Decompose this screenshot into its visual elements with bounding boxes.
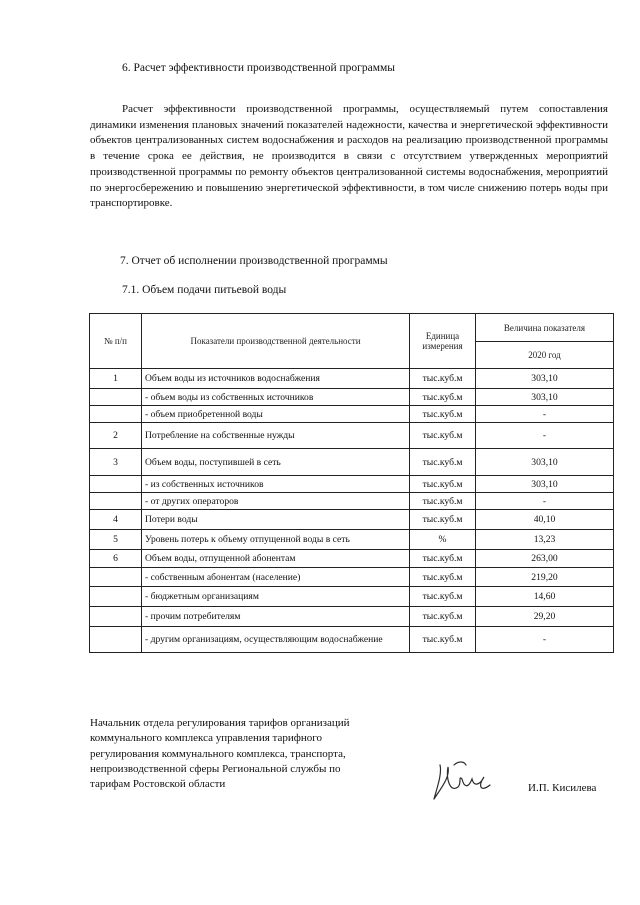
row-value: - [476,423,614,449]
row-num [90,476,142,493]
row-num [90,607,142,627]
row-num: 2 [90,423,142,449]
water-supply-table [89,313,614,653]
row-num: 4 [90,510,142,530]
table-row [90,476,614,493]
position-line: тарифам Ростовской области [90,778,226,791]
row-value: - [476,627,614,653]
row-indicator: - собственным абонентам (население) [142,568,410,587]
table-row [90,449,614,476]
position-line: регулирования коммунального комплекса, транспорта, [90,747,346,760]
row-indicator: - от других операторов [142,493,410,510]
row-num [90,568,142,587]
row-num: 5 [90,530,142,550]
row-indicator: - объем воды из собственных источников [142,389,410,406]
section-6-heading: 6. Расчет эффективности производственной программы [122,62,396,74]
row-indicator: Потребление на собственные нужды [142,423,410,449]
header-indicator: Показатели производственной деятельности [142,314,410,369]
section-6-paragraph: Расчет эффективности производственной программы, осуществляемый путем сопоставления динамики изменения плановых значений показателей надежности, качества и энергетической эффективности объектов централизованных систем водоснабжения и расходов на реализацию производственной программы в течение срока ее действия, не производится в связи с отсутствием утвержденных мероприятий производственной программы по ремонту объектов централизованной системы водоснабжения, мероприятий по энергосбережению и повышению энергетической эффективности, в том числе снижению потерь воды при транспортировке. [90,103,608,210]
row-value: 14,60 [476,587,614,607]
row-value: 263,00 [476,550,614,568]
table-row [90,369,614,389]
row-indicator: - бюджетным организациям [142,587,410,607]
row-unit: тыс.куб.м [410,587,476,607]
header-value-group: Величина показателя [476,314,614,342]
row-unit: тыс.куб.м [410,423,476,449]
row-indicator: - другим организациям, осуществляющим водоснабжение [142,627,410,653]
row-unit: тыс.куб.м [410,493,476,510]
table-row [90,406,614,423]
row-unit: тыс.куб.м [410,607,476,627]
row-indicator: - из собственных источников [142,476,410,493]
row-unit: тыс.куб.м [410,406,476,423]
row-value: - [476,493,614,510]
row-indicator: Объем воды, поступившей в сеть [142,449,410,476]
position-line: коммунального комплекса управления тарифного [90,732,322,745]
row-indicator: - прочим потребителям [142,607,410,627]
row-num [90,587,142,607]
row-value: 303,10 [476,369,614,389]
row-value: 40,10 [476,510,614,530]
table-row [90,607,614,627]
row-indicator: - объем приобретенной воды [142,406,410,423]
row-num [90,627,142,653]
table-row [90,550,614,568]
row-value: - [476,406,614,423]
row-unit: тыс.куб.м [410,550,476,568]
header-num: № п/п [90,314,142,369]
row-unit: тыс.куб.м [410,449,476,476]
row-unit: тыс.куб.м [410,476,476,493]
row-indicator: Уровень потерь к объему отпущенной воды в сеть [142,530,410,550]
table-row [90,510,614,530]
row-indicator: Объем воды из источников водоснабжения [142,369,410,389]
section-7-1-heading: 7.1. Объем подачи питьевой воды [122,284,287,296]
row-unit: тыс.куб.м [410,369,476,389]
row-unit: тыс.куб.м [410,510,476,530]
table-row [90,568,614,587]
table-row [90,423,614,449]
row-unit: тыс.куб.м [410,389,476,406]
signatory-position [90,716,410,792]
row-unit: тыс.куб.м [410,627,476,653]
table-row [90,587,614,607]
row-num [90,389,142,406]
table-row [90,530,614,550]
row-num [90,406,142,423]
row-num: 3 [90,449,142,476]
row-value: 303,10 [476,476,614,493]
position-line: Начальник отдела регулирования тарифов организаций [90,717,350,729]
position-line: непроизводственной сферы Региональной службы по [90,762,341,775]
row-value: 219,20 [476,568,614,587]
row-num [90,493,142,510]
row-value: 29,20 [476,607,614,627]
row-num: 6 [90,550,142,568]
table-row [90,389,614,406]
row-value: 13,23 [476,530,614,550]
row-unit: % [410,530,476,550]
row-indicator: Объем воды, отпущенной абонентам [142,550,410,568]
table-row [90,493,614,510]
signatory-name: И.П. Кисилева [528,782,597,794]
section-7-heading: 7. Отчет об исполнении производственной программы [120,255,388,267]
row-indicator: Потери воды [142,510,410,530]
row-unit: тыс.куб.м [410,568,476,587]
row-value: 303,10 [476,449,614,476]
table-row [90,627,614,653]
row-num: 1 [90,369,142,389]
header-unit: Единица измерения [410,314,476,369]
row-value: 303,10 [476,389,614,406]
handwritten-signature [428,757,500,807]
header-year: 2020 год [476,342,614,369]
